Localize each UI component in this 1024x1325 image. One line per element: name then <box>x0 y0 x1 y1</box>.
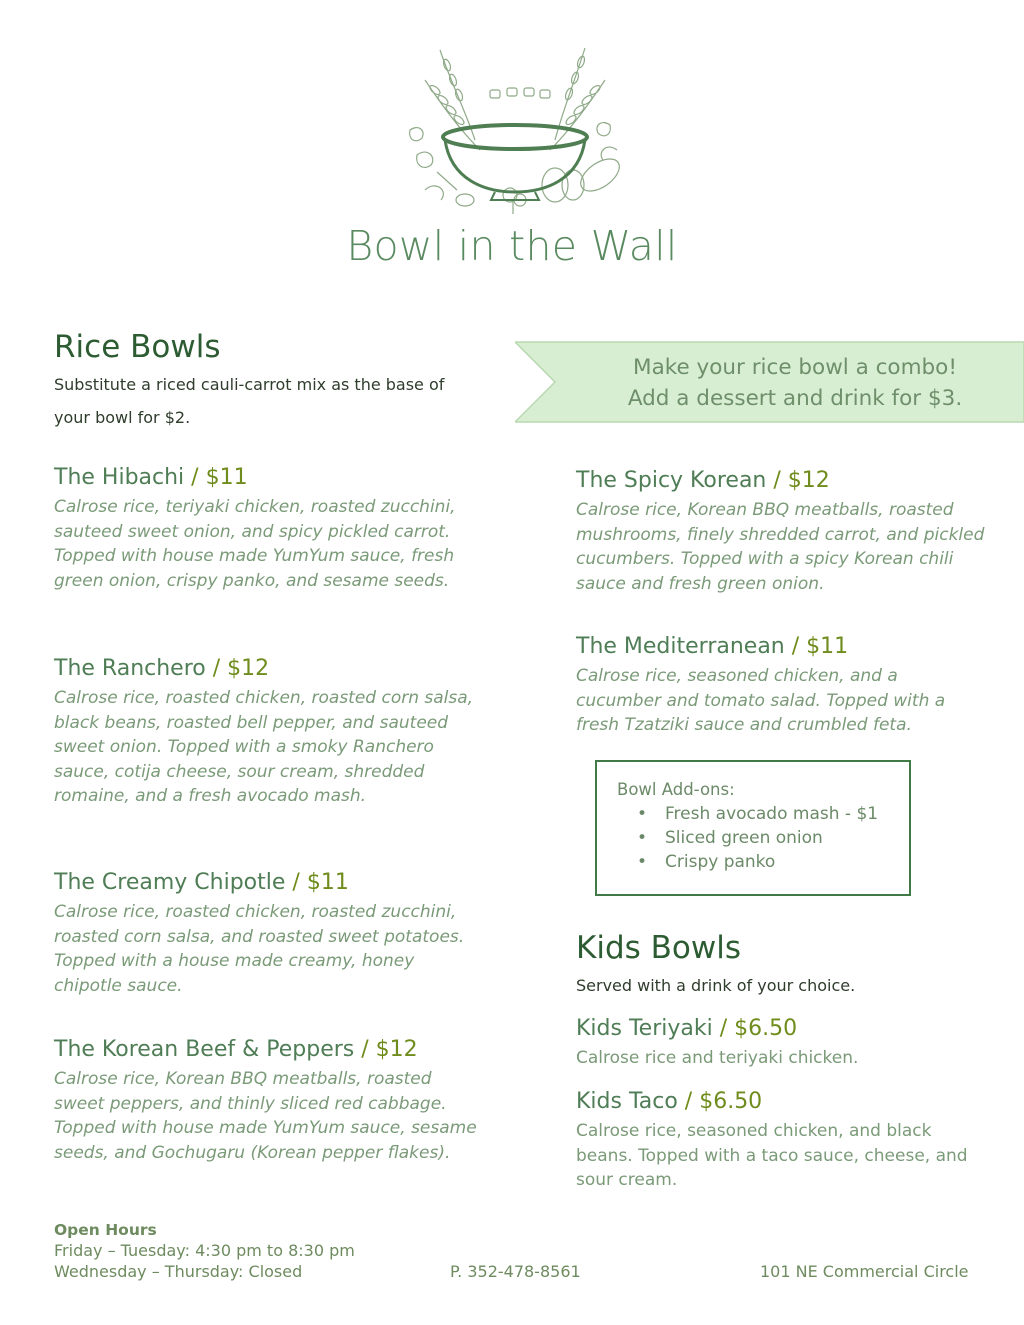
menu-item-korean-beef-peppers <box>54 1035 479 1165</box>
combo-banner <box>515 340 1024 424</box>
bullet-icon: • <box>637 828 648 848</box>
rice-bowls-title: Rice Bowls <box>54 329 221 365</box>
menu-item-price: / $12 <box>212 656 270 681</box>
menu-item-name: Kids Teriyaki <box>576 1016 713 1041</box>
open-hours-title: Open Hours <box>54 1221 157 1239</box>
menu-item-name: Kids Taco <box>576 1089 678 1114</box>
menu-item-name: The Korean Beef & Peppers <box>54 1037 355 1062</box>
menu-item-hibachi <box>54 463 474 593</box>
hours-line-2: Wednesday – Thursday: Closed <box>54 1262 303 1281</box>
menu-item-description: Calrose rice, roasted chicken, roasted zucchini, roasted corn salsa, and roasted sweet potatoes. Topped with a house made creamy, honey chipotle sauce. <box>54 902 465 996</box>
bullet-icon: • <box>637 852 648 872</box>
menu-item-creamy-chipotle <box>54 868 474 998</box>
addons-title: Bowl Add-ons: <box>617 780 735 799</box>
restaurant-name: Bowl in the Wall <box>346 222 678 270</box>
bullet-icon: • <box>637 804 648 824</box>
rice-bowls-note: Substitute a riced cauli-carrot mix as the base of your bowl for $2. <box>54 375 445 427</box>
bowl-addons-box <box>595 760 911 896</box>
addon-item: • Crispy panko <box>637 852 776 872</box>
menu-item-price: / $11 <box>292 870 349 895</box>
combo-banner-line2: Add a dessert and drink for $3. <box>627 386 963 411</box>
menu-item-price: / $12 <box>773 468 830 493</box>
menu-item-spicy-korean <box>576 466 986 596</box>
menu-item-description: Calrose rice, Korean BBQ meatballs, roasted sweet peppers, and thinly sliced red cabbage. Topped with house made YumYum sauce, sesame seeds, and Gochugaru (Korean pepper flakes). <box>54 1069 477 1163</box>
addon-item: • Sliced green onion <box>637 828 823 848</box>
menu-item-description: Calrose rice, seasoned chicken, and black beans. Topped with a taco sauce, cheese, and sour cream. <box>576 1121 968 1190</box>
menu-item-name: The Spicy Korean <box>576 468 767 493</box>
menu-item-name: The Creamy Chipotle <box>54 870 286 895</box>
bowl-logo-icon <box>395 40 635 220</box>
menu-item-description: Calrose rice, seasoned chicken, and a cucumber and tomato salad. Topped with a fresh Tzatziki sauce and crumbled feta. <box>576 666 946 735</box>
menu-item-price: / $11 <box>191 465 248 490</box>
menu-item-price: / $6.50 <box>719 1016 798 1041</box>
address: 101 NE Commercial Circle <box>760 1262 969 1281</box>
menu-item-kids-taco <box>576 1087 986 1193</box>
addon-item: • Fresh avocado mash - $1 <box>637 804 879 824</box>
menu-item-name: The Hibachi <box>54 465 185 490</box>
kids-bowls-note: Served with a drink of your choice. <box>576 976 856 995</box>
kids-bowls-title: Kids Bowls <box>576 930 741 966</box>
menu-item-price: / $6.50 <box>684 1089 763 1114</box>
menu-item-name: The Ranchero <box>54 656 206 681</box>
menu-item-ranchero <box>54 654 474 809</box>
menu-item-description: Calrose rice and teriyaki chicken. <box>576 1048 859 1068</box>
menu-item-name: The Mediterranean <box>576 634 785 659</box>
phone-number: P. 352-478-8561 <box>450 1262 581 1281</box>
menu-item-kids-teriyaki <box>576 1014 986 1071</box>
addons-list <box>617 802 889 874</box>
hours-line-1: Friday – Tuesday: 4:30 pm to 8:30 pm <box>54 1241 355 1260</box>
combo-banner-line1: Make your rice bowl a combo! <box>633 355 957 380</box>
menu-item-price: / $12 <box>361 1037 418 1062</box>
menu-item-description: Calrose rice, Korean BBQ meatballs, roasted mushrooms, finely shredded carrot, and pickled cucumbers. Topped with a spicy Korean chili sauce and fresh green onion. <box>576 500 985 594</box>
menu-item-description: Calrose rice, roasted chicken, roasted corn salsa, black beans, roasted bell pepper, and sauteed sweet onion. Topped with a smoky Ranchero sauce, cotija cheese, sour cream, shredded romaine, and a fresh avocado mash. <box>54 688 474 806</box>
menu-item-description: Calrose rice, teriyaki chicken, roasted zucchini, sauteed sweet onion, and spicy pickled carrot. Topped with house made YumYum sauce, fresh green onion, crispy panko, and sesame seeds. <box>54 497 456 591</box>
menu-item-mediterranean <box>576 632 986 738</box>
menu-item-price: / $11 <box>791 634 849 659</box>
